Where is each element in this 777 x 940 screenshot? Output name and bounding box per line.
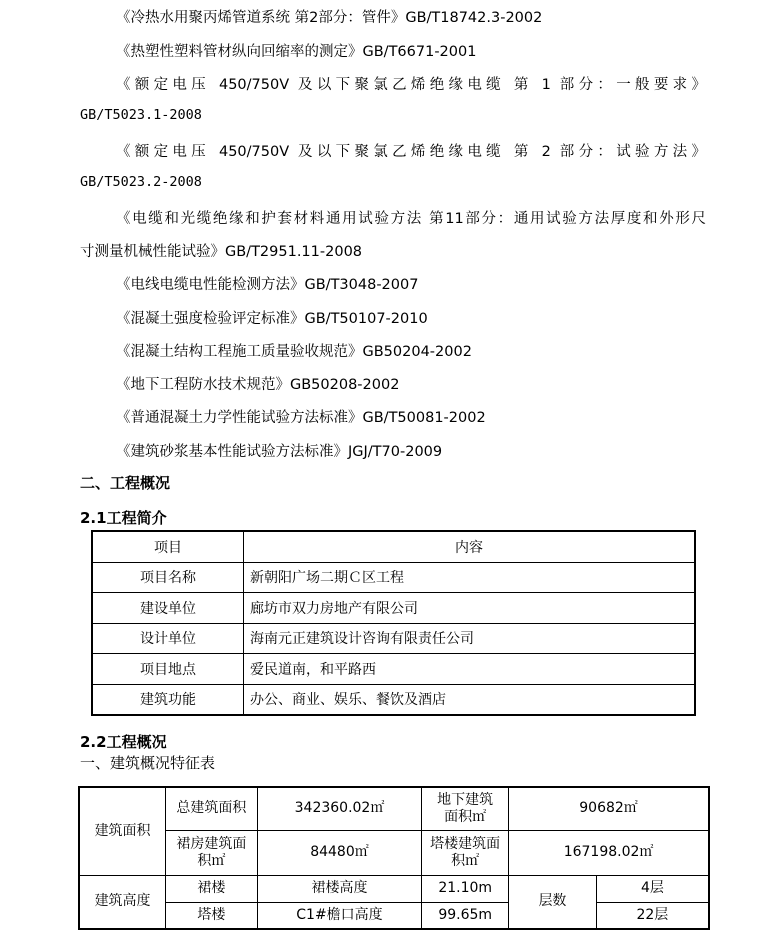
ref-item: 《电线电缆电性能检测方法》GB/T3048-2007 (116, 277, 419, 293)
floors-label: 层数 (509, 875, 597, 929)
table-header-row (92, 531, 695, 562)
table-row (92, 684, 695, 715)
ref-item: 《热塑性塑料管材纵向回缩率的测定》GB/T6671-2001 (116, 44, 477, 60)
table-cell-label: 建设单位 (92, 593, 244, 624)
ref-item: 《地下工程防水技术规范》GB50208-2002 (116, 377, 400, 393)
subsection-heading: 2.2工程概况 (80, 733, 167, 751)
subsection-heading: 2.1工程简介 (80, 509, 167, 527)
ref-item-line2: GB/T5023.1-2008 (80, 107, 202, 123)
podium-height-value: 21.10m (422, 875, 509, 902)
underground-area-label (422, 787, 509, 830)
tower-height-value: 99.65m (422, 902, 509, 929)
table-row (79, 875, 709, 902)
ref-item-line1: 《额定电压 450/750V 及以下聚氯乙烯绝缘电缆 第 2 部分：试验方法》 (116, 144, 706, 160)
table-cell-value: 新朝阳广场二期Ｃ区工程 (244, 562, 696, 593)
table-row (92, 562, 695, 593)
label-part: 塔楼建筑面 (430, 835, 501, 852)
table-cell-value: 办公、商业、娱乐、餐饮及酒店 (244, 684, 696, 715)
table-cell-label: 设计单位 (92, 623, 244, 654)
tower-height-label: C1#檐口高度 (257, 902, 422, 929)
label-part: 地下建筑 (437, 791, 494, 808)
table-caption: 一、建筑概况特征表 (80, 754, 216, 772)
ref-item-line1: 《电缆和光缆绝缘和护套材料通用试验方法 第11部分：通用试验方法厚度和外形尺 (116, 211, 706, 227)
table-row (79, 830, 709, 875)
project-intro-table (91, 530, 696, 716)
total-area-label: 总建筑面积 (166, 787, 258, 830)
ref-item-line1: 《额定电压 450/750V 及以下聚氯乙烯绝缘电缆 第 1 部分：一般要求》 (116, 77, 706, 93)
area-label: 建筑面积 (79, 787, 166, 875)
ref-item: 《混凝土强度检验评定标准》GB/T50107-2010 (116, 311, 428, 327)
podium-area-label (166, 830, 258, 875)
label-part: 积㎡ (451, 852, 480, 869)
table-row (79, 787, 709, 830)
tower-area-label (422, 830, 509, 875)
podium-floors: 4层 (596, 875, 709, 902)
label-part: 积㎡ (197, 852, 226, 869)
label-part: 裙房建筑面 (176, 835, 247, 852)
total-area-value: 342360.02㎡ (257, 787, 422, 830)
tower-label: 塔楼 (166, 902, 258, 929)
podium-label: 裙楼 (166, 875, 258, 902)
tower-floors: 22层 (596, 902, 709, 929)
table-cell-value: 廊坊市双力房地产有限公司 (244, 593, 696, 624)
table-row (92, 593, 695, 624)
label-part: 面积㎡ (444, 808, 487, 825)
building-feature-table (78, 786, 710, 930)
ref-item-line2: GB/T5023.2-2008 (80, 174, 202, 190)
ref-item: 《混凝土结构工程施工质量验收规范》GB50204-2002 (116, 344, 472, 360)
table-row (92, 654, 695, 685)
table-row (92, 623, 695, 654)
podium-height-label: 裙楼高度 (257, 875, 422, 902)
tower-area-value: 167198.02㎡ (509, 830, 709, 875)
table-cell-value: 海南元正建筑设计咨询有限责任公司 (244, 623, 696, 654)
table-cell-value: 爱民道南，和平路西 (244, 654, 696, 685)
ref-item: 《冷热水用聚丙烯管道系统 第2部分：管件》GB/T18742.3-2002 (116, 10, 543, 26)
podium-area-value: 84480㎡ (257, 830, 422, 875)
table-header-cell: 项目 (92, 531, 244, 562)
underground-area-value: 90682㎡ (509, 787, 709, 830)
section-heading: 二、工程概况 (80, 474, 171, 492)
ref-item: 《建筑砂浆基本性能试验方法标准》JGJ/T70-2009 (116, 444, 443, 460)
ref-item: 《普通混凝土力学性能试验方法标准》GB/T50081-2002 (116, 410, 486, 426)
table-row (79, 902, 709, 929)
ref-item-line2: 寸测量机械性能试验》GB/T2951.11-2008 (80, 244, 363, 260)
table-cell-label: 项目名称 (92, 562, 244, 593)
table-header-cell: 内容 (244, 531, 696, 562)
table-cell-label: 项目地点 (92, 654, 244, 685)
table-cell-label: 建筑功能 (92, 684, 244, 715)
height-label: 建筑高度 (79, 875, 166, 929)
